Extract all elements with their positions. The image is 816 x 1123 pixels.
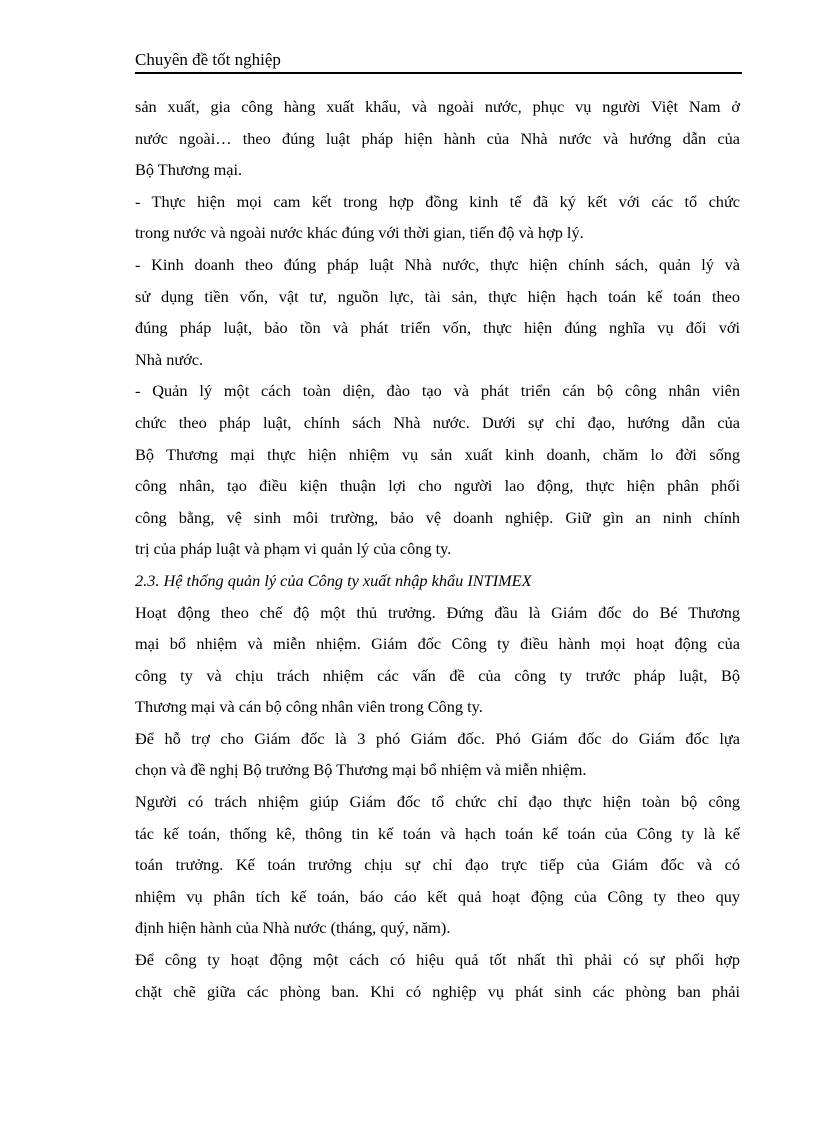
text-line: nước ngoài… theo đúng luật pháp hiện hành của Nhà nước và hướng dẫn của bbox=[135, 128, 740, 148]
text-line: toán trưởng. Kế toán trưởng chịu sự chỉ đạo trực tiếp của Giám đốc và có bbox=[135, 855, 740, 875]
text-line: đúng pháp luật, bảo tồn và phát triển vốn, thực hiện đúng nghĩa vụ đối với bbox=[135, 318, 740, 338]
text-line: Người có trách nhiệm giúp Giám đốc tổ chức chỉ đạo thực hiện toàn bộ công bbox=[135, 792, 740, 812]
text-line: sản xuất, gia công hàng xuất khẩu, và ngoài nước, phục vụ người Việt Nam ở bbox=[135, 97, 740, 116]
text-line: nhiệm vụ phân tích kế toán, báo cáo kết quả hoạt động của Công ty theo quy bbox=[135, 886, 740, 906]
text-line: Để công ty hoạt động một cách có hiệu quả tốt nhất thì phải có sự phối hợp bbox=[135, 950, 740, 970]
text-line: chức theo pháp luật, chính sách Nhà nước. Dưới sự chỉ đạo, hướng dẫn của bbox=[135, 412, 740, 432]
text-line: công bằng, vệ sinh môi trường, bảo vệ doanh nghiệp. Giữ gìn an ninh chính bbox=[135, 507, 740, 527]
text-line: định hiện hành của Nhà nước (tháng, quý, năm). bbox=[135, 918, 451, 938]
text-line: Bộ Thương mại thực hiện nhiệm vụ sản xuất kinh doanh, chăm lo đời sống bbox=[135, 444, 740, 464]
text-line: Thương mại và cán bộ công nhân viên trong Công ty. bbox=[135, 697, 483, 717]
text-line: Nhà nước. bbox=[135, 349, 204, 369]
text-line: công nhân, tạo điều kiện thuận lợi cho người lao động, thực hiện phân phối bbox=[135, 476, 740, 496]
text-line: - Kinh doanh theo đúng pháp luật Nhà nước, thực hiện chính sách, quản lý và bbox=[135, 254, 740, 274]
section-heading: 2.3. Hệ thống quản lý của Công ty xuất nhập khẩu INTIMEX bbox=[135, 570, 532, 590]
text-line: công ty và chịu trách nhiệm các vấn đề của công ty trước pháp luật, Bộ bbox=[135, 665, 740, 685]
text-line: chặt chẽ giữa các phòng ban. Khi có nghiệp vụ phát sinh các phòng ban phải bbox=[135, 981, 740, 1001]
text-line: Hoạt động theo chế độ một thủ trưởng. Đứng đầu là Giám đốc do Bé Thương bbox=[135, 602, 740, 622]
text-line: tác kế toán, thống kê, thông tin kế toán và hạch toán kế toán của Công ty là kế bbox=[135, 823, 740, 843]
text-line: chọn và đề nghị Bộ trưởng Bộ Thương mại bổ nhiệm và miễn nhiệm. bbox=[135, 760, 587, 780]
body-text bbox=[135, 91, 740, 1007]
text-line: mại bổ nhiệm và miễn nhiệm. Giám đốc Công ty điều hành mọi hoạt động của bbox=[135, 634, 740, 654]
text-line: Để hỗ trợ cho Giám đốc là 3 phó Giám đốc. Phó Giám đốc do Giám đốc lựa bbox=[135, 728, 740, 748]
text-line: trị của pháp luật và phạm vi quản lý của công ty. bbox=[135, 539, 452, 559]
text-line: - Quản lý một cách toàn diện, đào tạo và phát triển cán bộ công nhân viên bbox=[135, 381, 740, 401]
text-line: sử dụng tiền vốn, vật tư, nguồn lực, tài sản, thực hiện hạch toán kế toán theo bbox=[135, 286, 740, 306]
text-line: - Thực hiện mọi cam kết trong hợp đồng kinh tế đã ký kết với các tổ chức bbox=[135, 191, 740, 211]
text-line: Bộ Thương mại. bbox=[135, 160, 243, 180]
running-header: Chuyên đề tốt nghiệp bbox=[135, 48, 742, 74]
text-line: trong nước và ngoài nước khác đúng với thời gian, tiến độ và hợp lý. bbox=[135, 223, 584, 243]
